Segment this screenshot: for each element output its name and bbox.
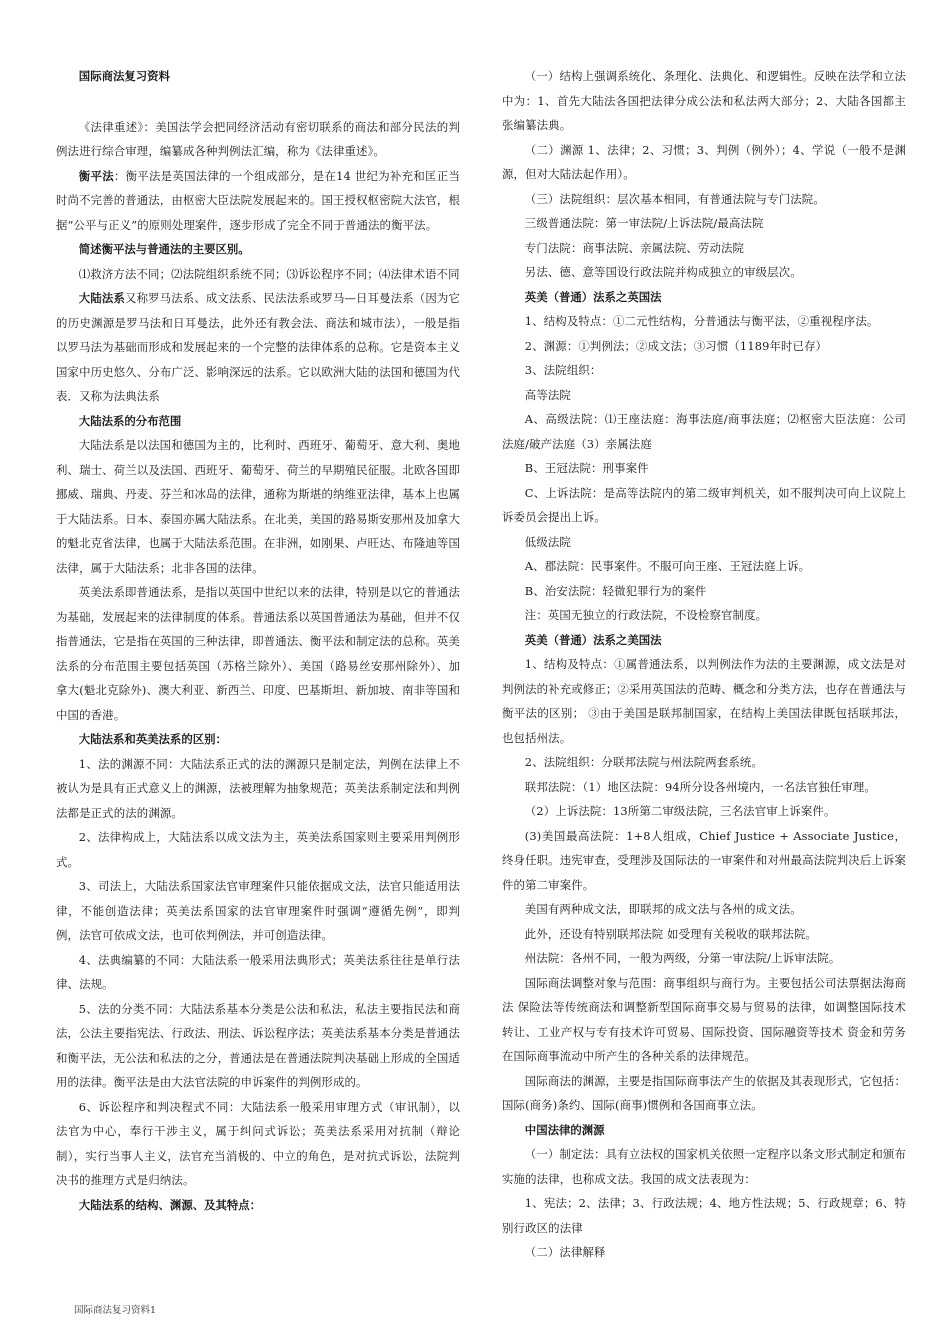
- heading-civil-law-distribution: 大陆法系的分布范围: [78, 413, 182, 428]
- english-law-item-1: 1、结构及特点：①二元性结构，分普通法与衡平法，②重视程序法。: [524, 314, 879, 328]
- paragraph-civil-law-distribution: 大陆法系是以法国和德国为主的，比利时、西班牙、葡萄牙、意大利、奥地利、瑞士、荷兰以及法国、西班牙、葡萄牙、荷兰的早期殖民征服。北欧各国即挪威、瑞典、丹麦、芬兰和冰岛的法律，通称为斯堪的纳维亚法律，基本上也属于大陆法系。日本、泰国亦属大陆法系。在北美，美国的路易斯安那州及加拿大的魁北克省法律，也属于大陆法系范围。在非洲，如刚果、卢旺达、布隆迪等国法律，属于大陆法系；北非各国的法律。: [56, 438, 460, 575]
- chinese-law-interpretation: （二）法律解释: [524, 1245, 606, 1259]
- intl-commercial-law-sources: 国际商法的渊源，主要是指国际商事法产生的依据及其表现形式，它包括：国际(商务)条约、国际(商事)惯例和各国商事立法。: [502, 1073, 906, 1112]
- english-lower-court: 低级法院: [524, 534, 571, 549]
- heading-equity-vs-common-law: 简述衡平法与普通法的主要区别。: [78, 242, 250, 256]
- heading-english-law: 英美（普通）法系之英国法: [524, 289, 662, 304]
- structure-item-1: （一）结构上强调系统化、条理化、法典化、和逻辑性。反映在法学和立法中为：1、首先大陆法各国把法律分成公法和私法两大部分；2、大陆各国都主张编纂法典。: [502, 69, 906, 132]
- english-law-item-2: 2、渊源：①判例法；②成文法；③习惯（1189年时已存）: [524, 338, 828, 353]
- american-law-item-1: 1、结构及特点：①属普通法系，以判例法作为法的主要渊源，成文法是对判例法的补充或修正；②采用英国法的范畴、概念和分类方法，也存在普通法与衡平法的区别； ③由于美国是联邦制国家，在结构上美国法律既包括联邦法，也包括州法。: [502, 657, 906, 745]
- heading-system-differences: 大陆法系和英美法系的区别：: [78, 732, 227, 746]
- intl-commercial-law-scope: 国际商法调整对象与范围：商事组织与商行为。主要包括公司法票据法海商法 保险法等传统商法和调整新型国际商事交易与贸易的法律，如调整国际技术转让、工业产权与专有技术许可贸易、国际投资、国际融资等技术 资金和劳务在国际商事流动中所产生的各种关系的法律规范。: [502, 975, 906, 1063]
- american-law-item-2: 2、法院组织：分联邦法院与州法院两套系统。: [524, 755, 764, 769]
- paragraph-civil-law-system: [56, 286, 460, 409]
- equity-definition: ：衡平法是英国法律的一个组成部分，是在14 世纪为补充和匡正当时尚不完善的普通法，由枢密大臣法院发展起来的。国王授权枢密院大法官，根据“公平与正义”的原则处理案件，逐步形成了完全不同于普通法的衡平法。: [56, 168, 460, 232]
- state-courts: 州法院：各州不同，一般为两级，分第一审法院/上诉审法院。: [524, 951, 841, 965]
- federal-courts-district: 联邦法院：（1）地区法院：94所分设各州境内，一名法官独任审理。: [524, 779, 876, 794]
- paragraph-equity: [56, 164, 460, 238]
- difference-item-4: 4、法典编纂的不同：大陆法系一般采用法典形式；英美法系往往是单行法律、法规。: [56, 952, 460, 991]
- court-levels: 三级普通法院：第一审法院/上诉法院/最高法院: [524, 216, 764, 230]
- right-column: [502, 64, 906, 1265]
- chinese-law-statute: （一）制定法：具有立法权的国家机关依照一定程序以条文形式制定和颁布实施的法律，也称成文法。我国的成文法表现为：: [502, 1147, 906, 1186]
- page-footer: 国际商法复习资料1: [74, 1305, 157, 1316]
- paragraph-common-law-system: 英美法系即普通法系，是指以英国中世纪以来的法律，特别是以它的普通法为基础，发展起来的法律制度的体系。普通法系以英国普通法为基础，但并不仅指普通法，它是指在英国的三种法律，即普通法、衡平法和制定法的总称。英美法系的分布范围主要包括英国（苏格兰除外）、美国（路易丝安那州除外）、加拿大(魁北克除外)、澳大利亚、新西兰、印度、巴基斯坦、新加坡、南非等国和中国的香港。: [56, 585, 460, 722]
- special-federal-courts: 此外，还设有特别联邦法院 如受理有关税收的联邦法院。: [524, 926, 818, 941]
- english-high-court-a: A、高级法院：⑴王座法庭：海事法庭/商事法庭；⑵枢密大臣法庭：公司法庭/破产法庭（3）亲属法庭: [502, 412, 906, 451]
- heading-american-law: 英美（普通）法系之美国法: [524, 632, 662, 647]
- heading-chinese-law-sources: 中国法律的渊源: [524, 1122, 605, 1137]
- federal-courts-supreme: (3)美国最高法院：1+8人组成，Chief Justice + Associate Justice，终身任职。违宪审查，受理涉及国际法的一审案件和对州最高法院判决后上诉案件的第二审案件。: [502, 828, 906, 892]
- paragraph-differences-list: ⑴救济方法不同；⑵法院组织系统不同；⑶诉讼程序不同；⑷法律术语不同: [78, 266, 460, 281]
- english-law-item-3: 3、法院组织：: [524, 363, 602, 377]
- english-law-note: 注：英国无独立的行政法院，不设检察官制度。: [524, 608, 768, 622]
- english-high-court-c: C、上诉法院：是高等法院内的第二级审判机关，如不服判决可向上议院上诉委员会提出上诉。: [502, 485, 906, 524]
- special-courts: 专门法院：商事法院、亲属法院、劳动法院: [524, 240, 745, 255]
- document-title: 国际商法复习资料: [78, 69, 170, 83]
- structure-item-3: （三）法院组织：层次基本相同，有普通法院与专门法院。: [524, 191, 825, 206]
- federal-courts-appeals: （2）上诉法院：13所第二审级法院，三名法官审上诉案件。: [524, 804, 836, 818]
- civil-law-definition: 又称罗马法系、成文法系、民法法系或罗马—日耳曼法系（因为它的历史渊源是罗马法和日耳曼法，此外还有教会法、商法和城市法），一般是指以罗马法为基础而形成和发展起来的一个完整的法律体系的总称。它是资本主义国家中历史悠久、分布广泛、影响深远的法系。它以欧洲大陆的法国和德国为代表．又称为法典法系: [56, 291, 460, 403]
- difference-item-2: 2、法律构成上，大陆法系以成文法为主，英美法系国家则主要采用判例形式。: [56, 830, 460, 869]
- difference-item-3: 3、司法上，大陆法系国家法官审理案件只能依据成文法，法官只能适用法律，不能创造法律；英美法系国家的法官审理案件时强调“遵循先例”，即判例，法官可依成文法，也可依判例法，并可创造法律。: [56, 879, 460, 942]
- american-statutes: 美国有两种成文法，即联邦的成文法与各州的成文法。: [524, 902, 802, 916]
- heading-civil-law-structure: 大陆法系的结构、渊源、及其特点：: [78, 1197, 262, 1212]
- chinese-law-statute-list: 1、宪法；2、法律；3、行政法规；4、地方性法规；5、行政规章；6、特别行政区的法律: [502, 1196, 906, 1235]
- administrative-courts: 另法、德、意等国设行政法院并构成独立的审级层次。: [524, 265, 802, 279]
- english-lower-court-b: B、治安法院：轻微犯罪行为的案件: [524, 583, 707, 598]
- english-high-court-b: B、王冠法院：刑事案件: [524, 461, 649, 475]
- difference-item-5: 5、法的分类不同：大陆法系基本分类是公法和私法，私法主要指民法和商法，公法主要指宪法、行政法、刑法、诉讼程序法；英美法系基本分类是普通法和衡平法，无公法和私法的之分，普通法是在普通法院判决基础上形成的全国适用的法律。衡平法是由大法官法院的申诉案件的判例形成的。: [56, 1001, 460, 1089]
- term-civil-law: 大陆法系: [78, 291, 126, 305]
- term-equity: 衡平法: [78, 168, 114, 183]
- english-high-court: 高等法院: [524, 387, 571, 402]
- paragraph-law-restatement: 《法律重述》：美国法学会把同经济活动有密切联系的商法和部分民法的判例法进行综合审理，编纂成各种判例法汇编，称为《法律重述》。: [56, 119, 460, 158]
- left-column: [56, 64, 460, 1217]
- difference-item-6: 6、诉讼程序和判决程式不同：大陆法系一般采用审理方式（审讯制），以法官为中心，奉行干涉主义，属于纠问式诉讼；英美法系采用对抗制（辩论制），实行当事人主义，法官充当消极的、中立的角色，是对抗式诉讼，法院判决书的推理方式是归纳法。: [56, 1099, 460, 1187]
- english-lower-court-a: A、郡法院：民事案件。不服可向王座、王冠法庭上诉。: [524, 559, 811, 573]
- structure-item-2: （二）渊源 1、法律；2、习惯；3、判例（例外）；4、学说（一般不是渊源，但对大陆法起作用）。: [502, 142, 906, 181]
- difference-item-1: 1、法的渊源不同：大陆法系正式的法的渊源只是制定法，判例在法律上不被认为是具有正式意义上的渊源，法被理解为抽象规范；英美法系制定法和判例法都是正式的法的渊源。: [56, 756, 460, 820]
